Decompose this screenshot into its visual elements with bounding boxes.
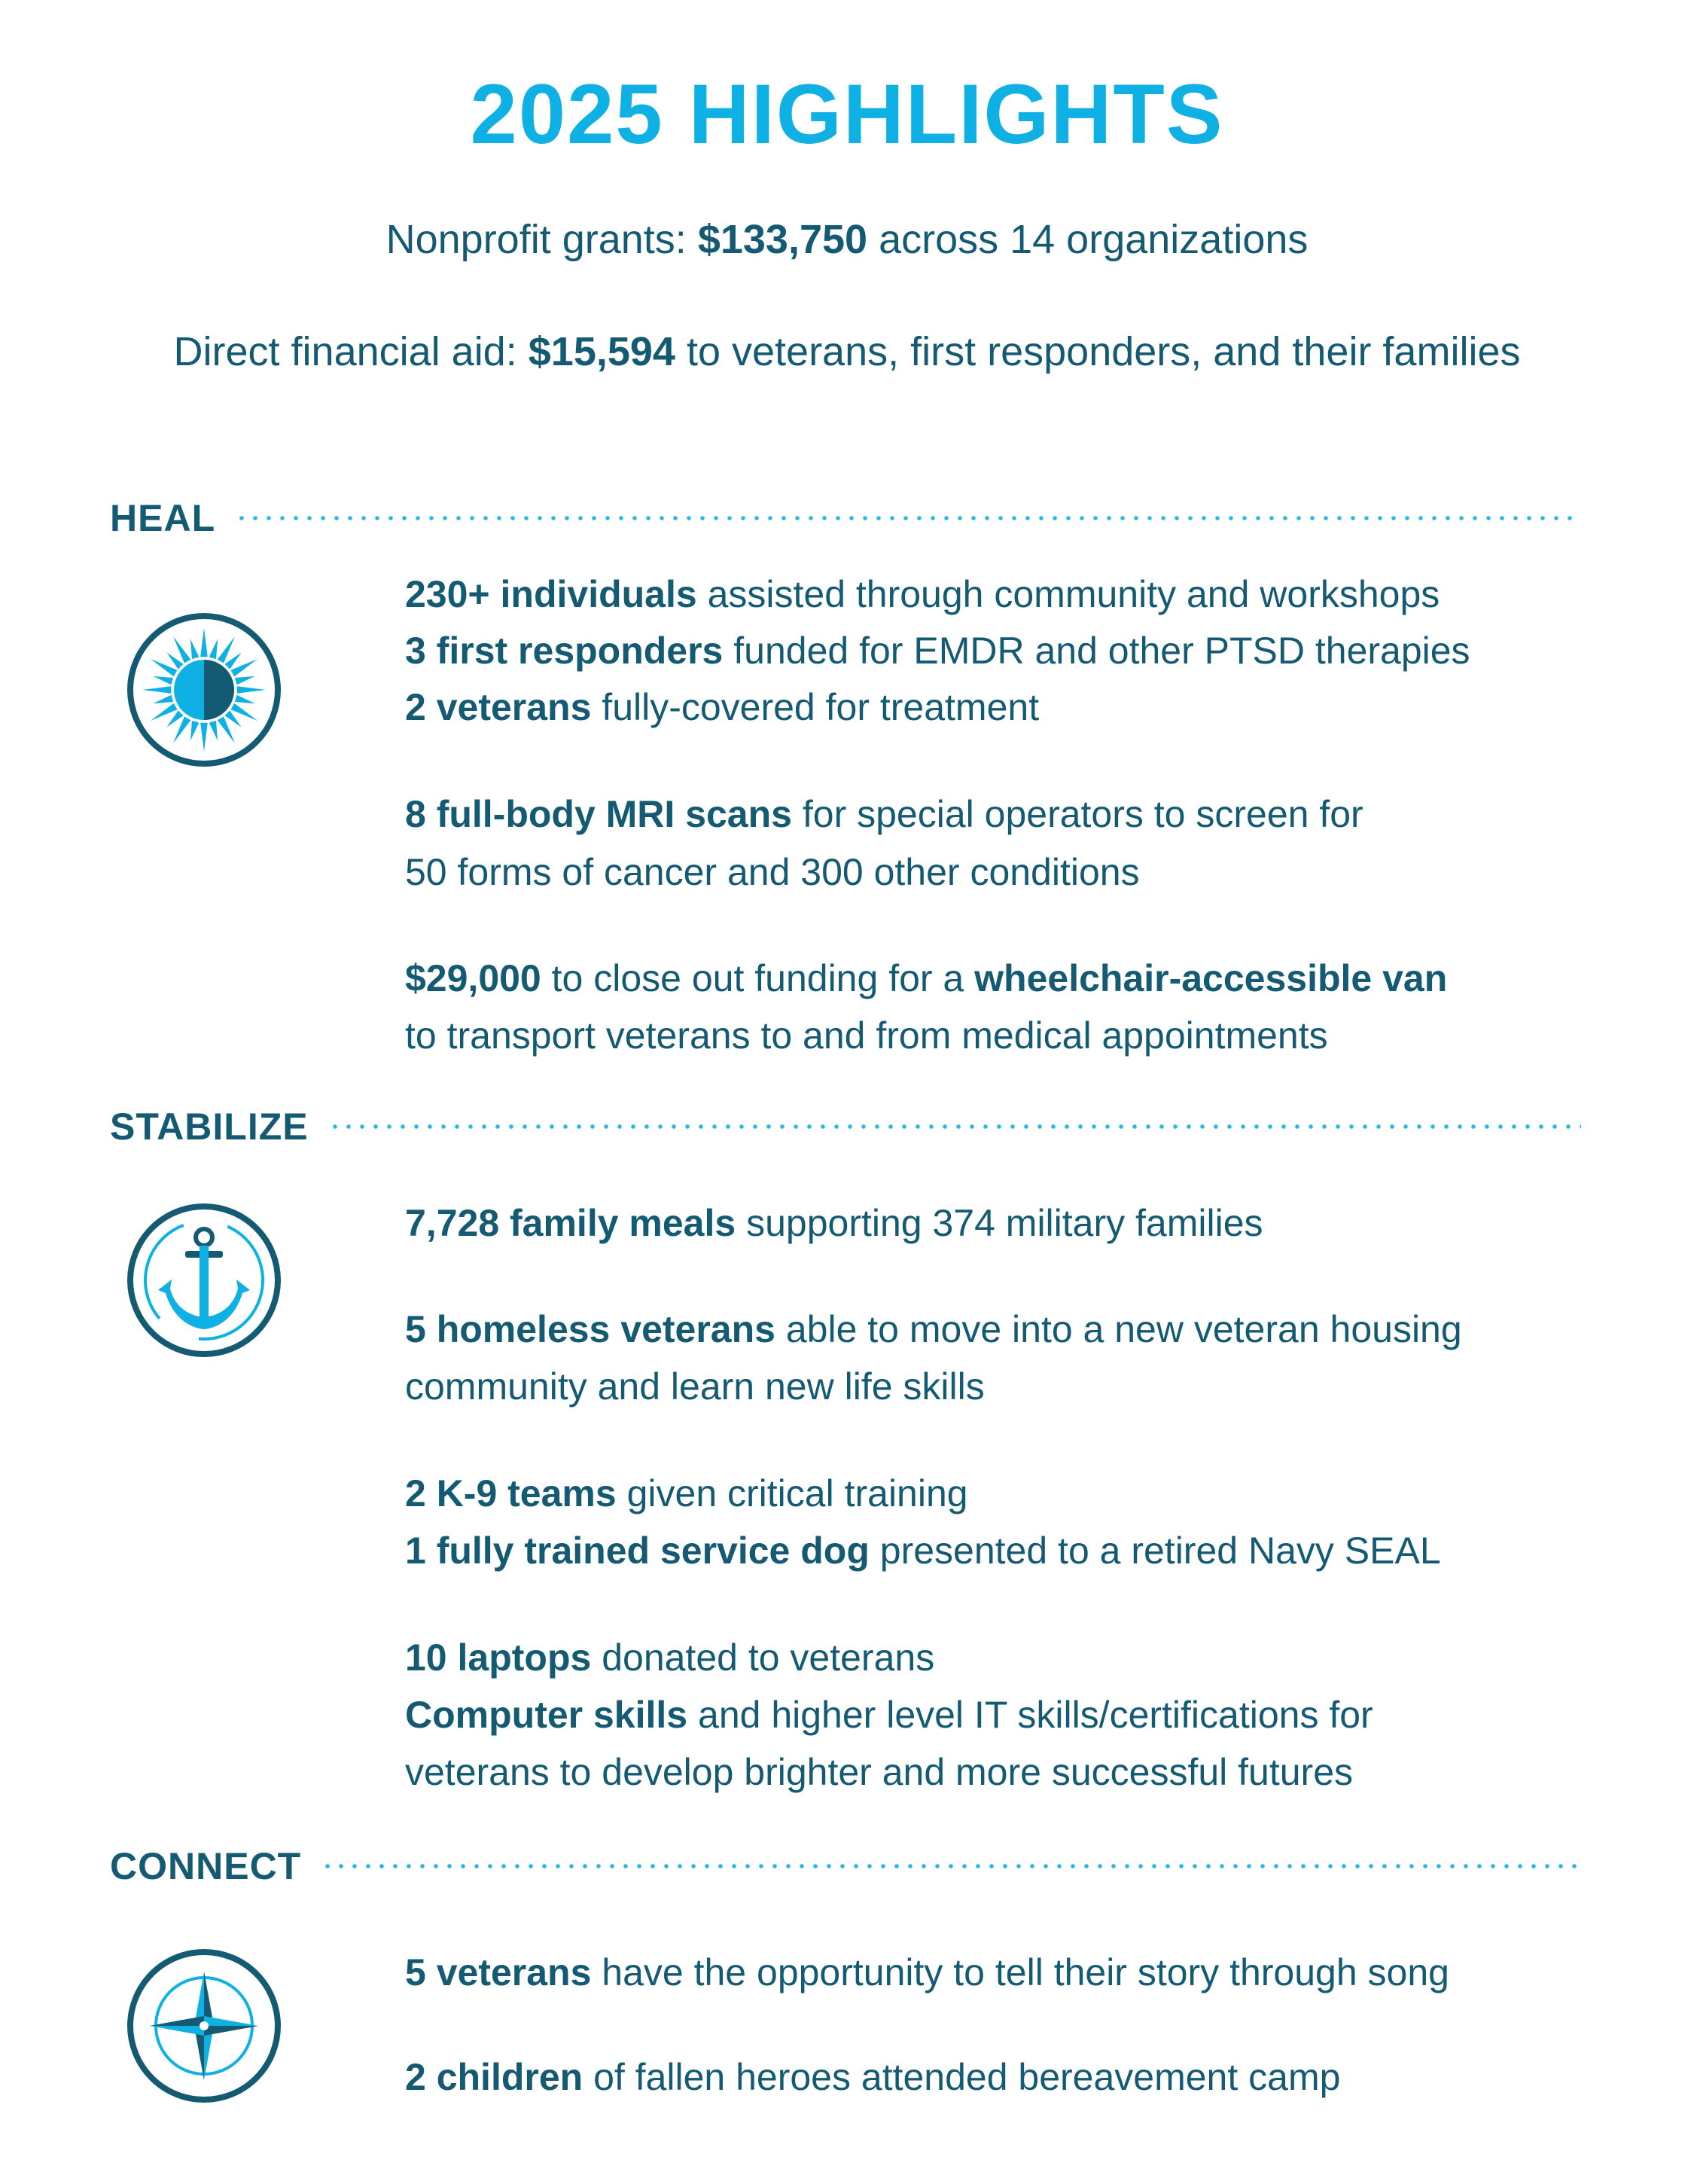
stabilize-line-4: 2 K-9 teams given critical training	[405, 1472, 968, 1514]
sun-ray	[142, 686, 171, 694]
aid-summary	[0, 331, 1694, 372]
stabilize-line-7: Computer skills and higher level IT skills/certifications for	[405, 1694, 1373, 1736]
stabilize-line-8: veterans to develop brighter and more successful futures	[405, 1751, 1354, 1793]
connect-label: CONNECT	[110, 1845, 302, 1887]
connect-line-1: 5 veterans have the opportunity to tell their story through song	[405, 1951, 1449, 1993]
grants-suffix: across 14 organizations	[879, 217, 1309, 262]
stabilize-line-1: 7,728 family meals supporting 374 military families	[405, 1202, 1263, 1244]
anchor-icon	[125, 1201, 283, 1359]
sun-ray	[200, 723, 208, 752]
heal-section-header	[110, 496, 1581, 541]
stabilize-section-header	[110, 1104, 1581, 1149]
aid-amount: $15,594	[528, 329, 675, 374]
connect-line-2: 2 children of fallen heroes attended bereavement camp	[405, 2056, 1341, 2098]
heal-line-3: 2 veterans fully-covered for treatment	[405, 686, 1040, 728]
sun-ray	[167, 653, 184, 670]
heal-line-6: $29,000 to close out funding for a wheelchair-accessible van	[405, 957, 1448, 999]
sun-ray	[235, 695, 255, 703]
stabilize-line-6: 10 laptops donated to veterans	[405, 1636, 935, 1679]
sun-ray	[190, 721, 199, 741]
sun-icon	[125, 611, 283, 769]
grants-amount: $133,750	[697, 217, 868, 262]
compass-icon	[125, 1947, 283, 2105]
stabilize-label: STABILIZE	[110, 1106, 309, 1148]
heal-line-7: to transport veterans to and from medical appointments	[405, 1014, 1328, 1057]
sun-ray	[190, 639, 199, 659]
stabilize-dotted-divider	[328, 1124, 1581, 1129]
sun-ray	[235, 676, 255, 685]
stabilize-line-3: community and learn new life skills	[405, 1365, 985, 1408]
stabilize-line-5: 1 fully trained service dog presented to a retired Navy SEAL	[405, 1530, 1441, 1572]
sun-ray	[209, 721, 218, 741]
heal-label: HEAL	[110, 497, 216, 539]
heal-line-5: 50 forms of cancer and 300 other conditions	[405, 851, 1140, 893]
sun-ray	[167, 711, 184, 727]
sun-ray	[153, 676, 173, 685]
grants-summary	[0, 219, 1694, 260]
grants-prefix: Nonprofit grants:	[385, 217, 687, 262]
connect-section-header	[110, 1844, 1581, 1889]
aid-prefix: Direct financial aid:	[173, 329, 517, 374]
page-title: 2025 HIGHLIGHTS	[470, 67, 1224, 161]
sun-ray	[237, 686, 266, 694]
heal-line-4: 8 full-body MRI scans for special operators to screen for	[405, 793, 1363, 835]
sun-ray	[153, 695, 173, 703]
heal-line-2: 3 first responders funded for EMDR and other PTSD therapies	[405, 630, 1470, 672]
sun-ray	[225, 711, 242, 727]
heal-line-1: 230+ individuals assisted through community and workshops	[405, 573, 1440, 615]
heal-dotted-divider	[235, 516, 1581, 520]
sun-ray	[225, 653, 242, 670]
stabilize-line-2: 5 homeless veterans able to move into a new veteran housing	[405, 1308, 1462, 1350]
sun-ray	[209, 639, 218, 659]
connect-dotted-divider	[321, 1864, 1581, 1868]
aid-suffix: to veterans, first responders, and their families	[686, 329, 1521, 374]
sun-ray	[200, 628, 208, 657]
